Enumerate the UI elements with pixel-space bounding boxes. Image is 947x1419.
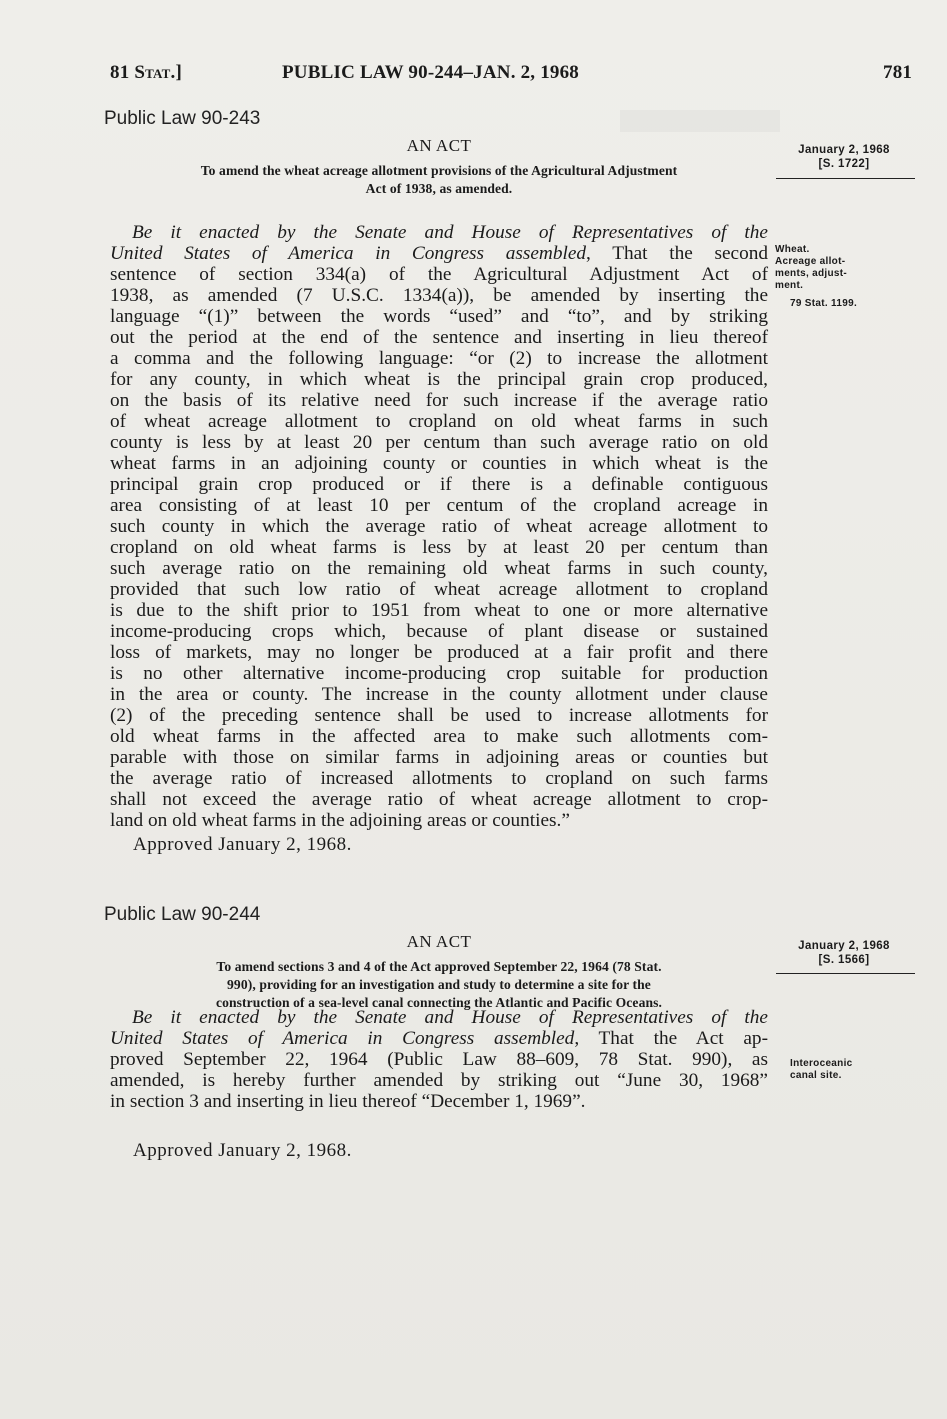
act-body <box>110 222 768 831</box>
an-act-heading: AN ACT <box>406 136 472 155</box>
body-line: land on old wheat farms in the adjoining areas or counties.” <box>110 810 570 831</box>
bill-number: [S. 1722] <box>818 158 870 170</box>
body-line: out the period at the end of the sentence and inserting in lieu thereof <box>110 327 768 348</box>
body-line: in the area or county. The increase in the county allotment under clause <box>110 684 768 705</box>
body-line: sentence of section 334(a) of the Agricultural Adjustment Act of <box>110 264 768 285</box>
body-line: such county in which the average ratio of wheat acreage allotment to <box>110 516 768 537</box>
body-line: area consisting of at least 10 per centum of the cropland acreage in <box>110 495 768 516</box>
date-rule <box>776 973 915 974</box>
body-line: wheat farms in an adjoining county or counties in which wheat is the <box>110 453 768 474</box>
body-line: amended, is hereby further amended by striking out “June 30, 1968” <box>110 1070 768 1091</box>
margin-note-wheat: Wheat. Acreage allot- ments, adjust- ment. <box>775 244 847 291</box>
purpose-line: To amend sections 3 and 4 of the Act approved September 22, 1964 (78 Stat. <box>216 959 662 974</box>
header-volume: 81 Stat.] <box>110 62 182 83</box>
body-line: is due to the shift prior to 1951 from wheat to one or more alternative <box>110 600 768 621</box>
header-title: PUBLIC LAW 90-244–JAN. 2, 1968 <box>282 62 580 83</box>
body-line: cropland on old wheat farms is less by at least 20 per centum than <box>110 537 768 558</box>
body-line: old wheat farms in the affected area to make such allotments com- <box>110 726 768 747</box>
bleed-through-shadow <box>620 110 780 132</box>
law-title: Public Law 90-243 <box>104 108 261 129</box>
body-line: for any county, in which wheat is the principal grain crop produced, <box>110 369 768 390</box>
body-line: on the basis of its relative need for such increase if the average ratio <box>110 390 768 411</box>
body-line: principal grain crop produced or if there is a definable contiguous <box>110 474 768 495</box>
approval-line: Approved January 2, 1968. <box>133 1140 352 1161</box>
body-line: of wheat acreage allotment to cropland on old wheat farms in such <box>110 411 768 432</box>
body-line: loss of markets, may no longer be produced at a fair profit and there <box>110 642 768 663</box>
margin-note-canal: Interoceanic canal site. <box>790 1058 853 1081</box>
body-line: provided that such low ratio of wheat acreage allotment to cropland <box>110 579 768 600</box>
body-line: income-producing crops which, because of plant disease or sustained <box>110 621 768 642</box>
body-line: United States of America in Congress assembled, That the Act ap- <box>110 1028 768 1049</box>
margin-statute-reference: 79 Stat. 1199. <box>790 298 858 309</box>
body-line: Be it enacted by the Senate and House of Representatives of the <box>132 222 768 243</box>
law-title: Public Law 90-244 <box>104 904 261 925</box>
approval-line: Approved January 2, 1968. <box>133 834 352 855</box>
purpose-line: construction of a sea-level canal connecting the Atlantic and Pacific Oceans. <box>215 995 663 1010</box>
body-line: Be it enacted by the Senate and House of Representatives of the <box>132 1007 768 1028</box>
enactment-date-note <box>774 939 914 967</box>
body-line: such average ratio on the remaining old wheat farms in such county, <box>110 558 768 579</box>
bill-number: [S. 1566] <box>818 954 870 966</box>
body-line: is no other alternative income-producing crop suitable for production <box>110 663 768 684</box>
body-line: a comma and the following language: “or (2) to increase the allotment <box>110 348 768 369</box>
act-purpose <box>110 958 768 1012</box>
body-line: in section 3 and inserting in lieu thereof “December 1, 1969”. <box>110 1091 586 1112</box>
purpose-line: Act of 1938, as amended. <box>365 181 513 196</box>
body-line: 1938, as amended (7 U.S.C. 1334(a)), be amended by inserting the <box>110 285 768 306</box>
body-line: (2) of the preceding sentence shall be used to increase allotments for <box>110 705 768 726</box>
purpose-line: 990), providing for an investigation and study to determine a site for the <box>227 977 651 992</box>
body-line: county is less by at least 20 per centum than such average ratio on old <box>110 432 768 453</box>
date-rule <box>776 178 915 179</box>
body-line: language “(1)” between the words “used” and “to”, and by striking <box>110 306 768 327</box>
an-act-heading: AN ACT <box>406 932 472 951</box>
enactment-date: January 2, 1968 <box>798 144 890 156</box>
act-purpose <box>110 162 768 198</box>
body-line: shall not exceed the average ratio of wheat acreage allotment to crop- <box>110 789 768 810</box>
header-page-number: 781 <box>883 62 913 83</box>
body-line: parable with those on similar farms in adjoining areas or counties but <box>110 747 768 768</box>
body-line: proved September 22, 1964 (Public Law 88–609, 78 Stat. 990), as <box>110 1049 768 1070</box>
enactment-date-note <box>774 143 914 171</box>
act-body <box>110 1007 768 1112</box>
enactment-date: January 2, 1968 <box>798 940 890 952</box>
purpose-line: To amend the wheat acreage allotment provisions of the Agricultural Adjustment <box>200 163 678 178</box>
body-line: United States of America in Congress assembled, That the second <box>110 243 768 264</box>
body-line: the average ratio of increased allotments to cropland on such farms <box>110 768 768 789</box>
